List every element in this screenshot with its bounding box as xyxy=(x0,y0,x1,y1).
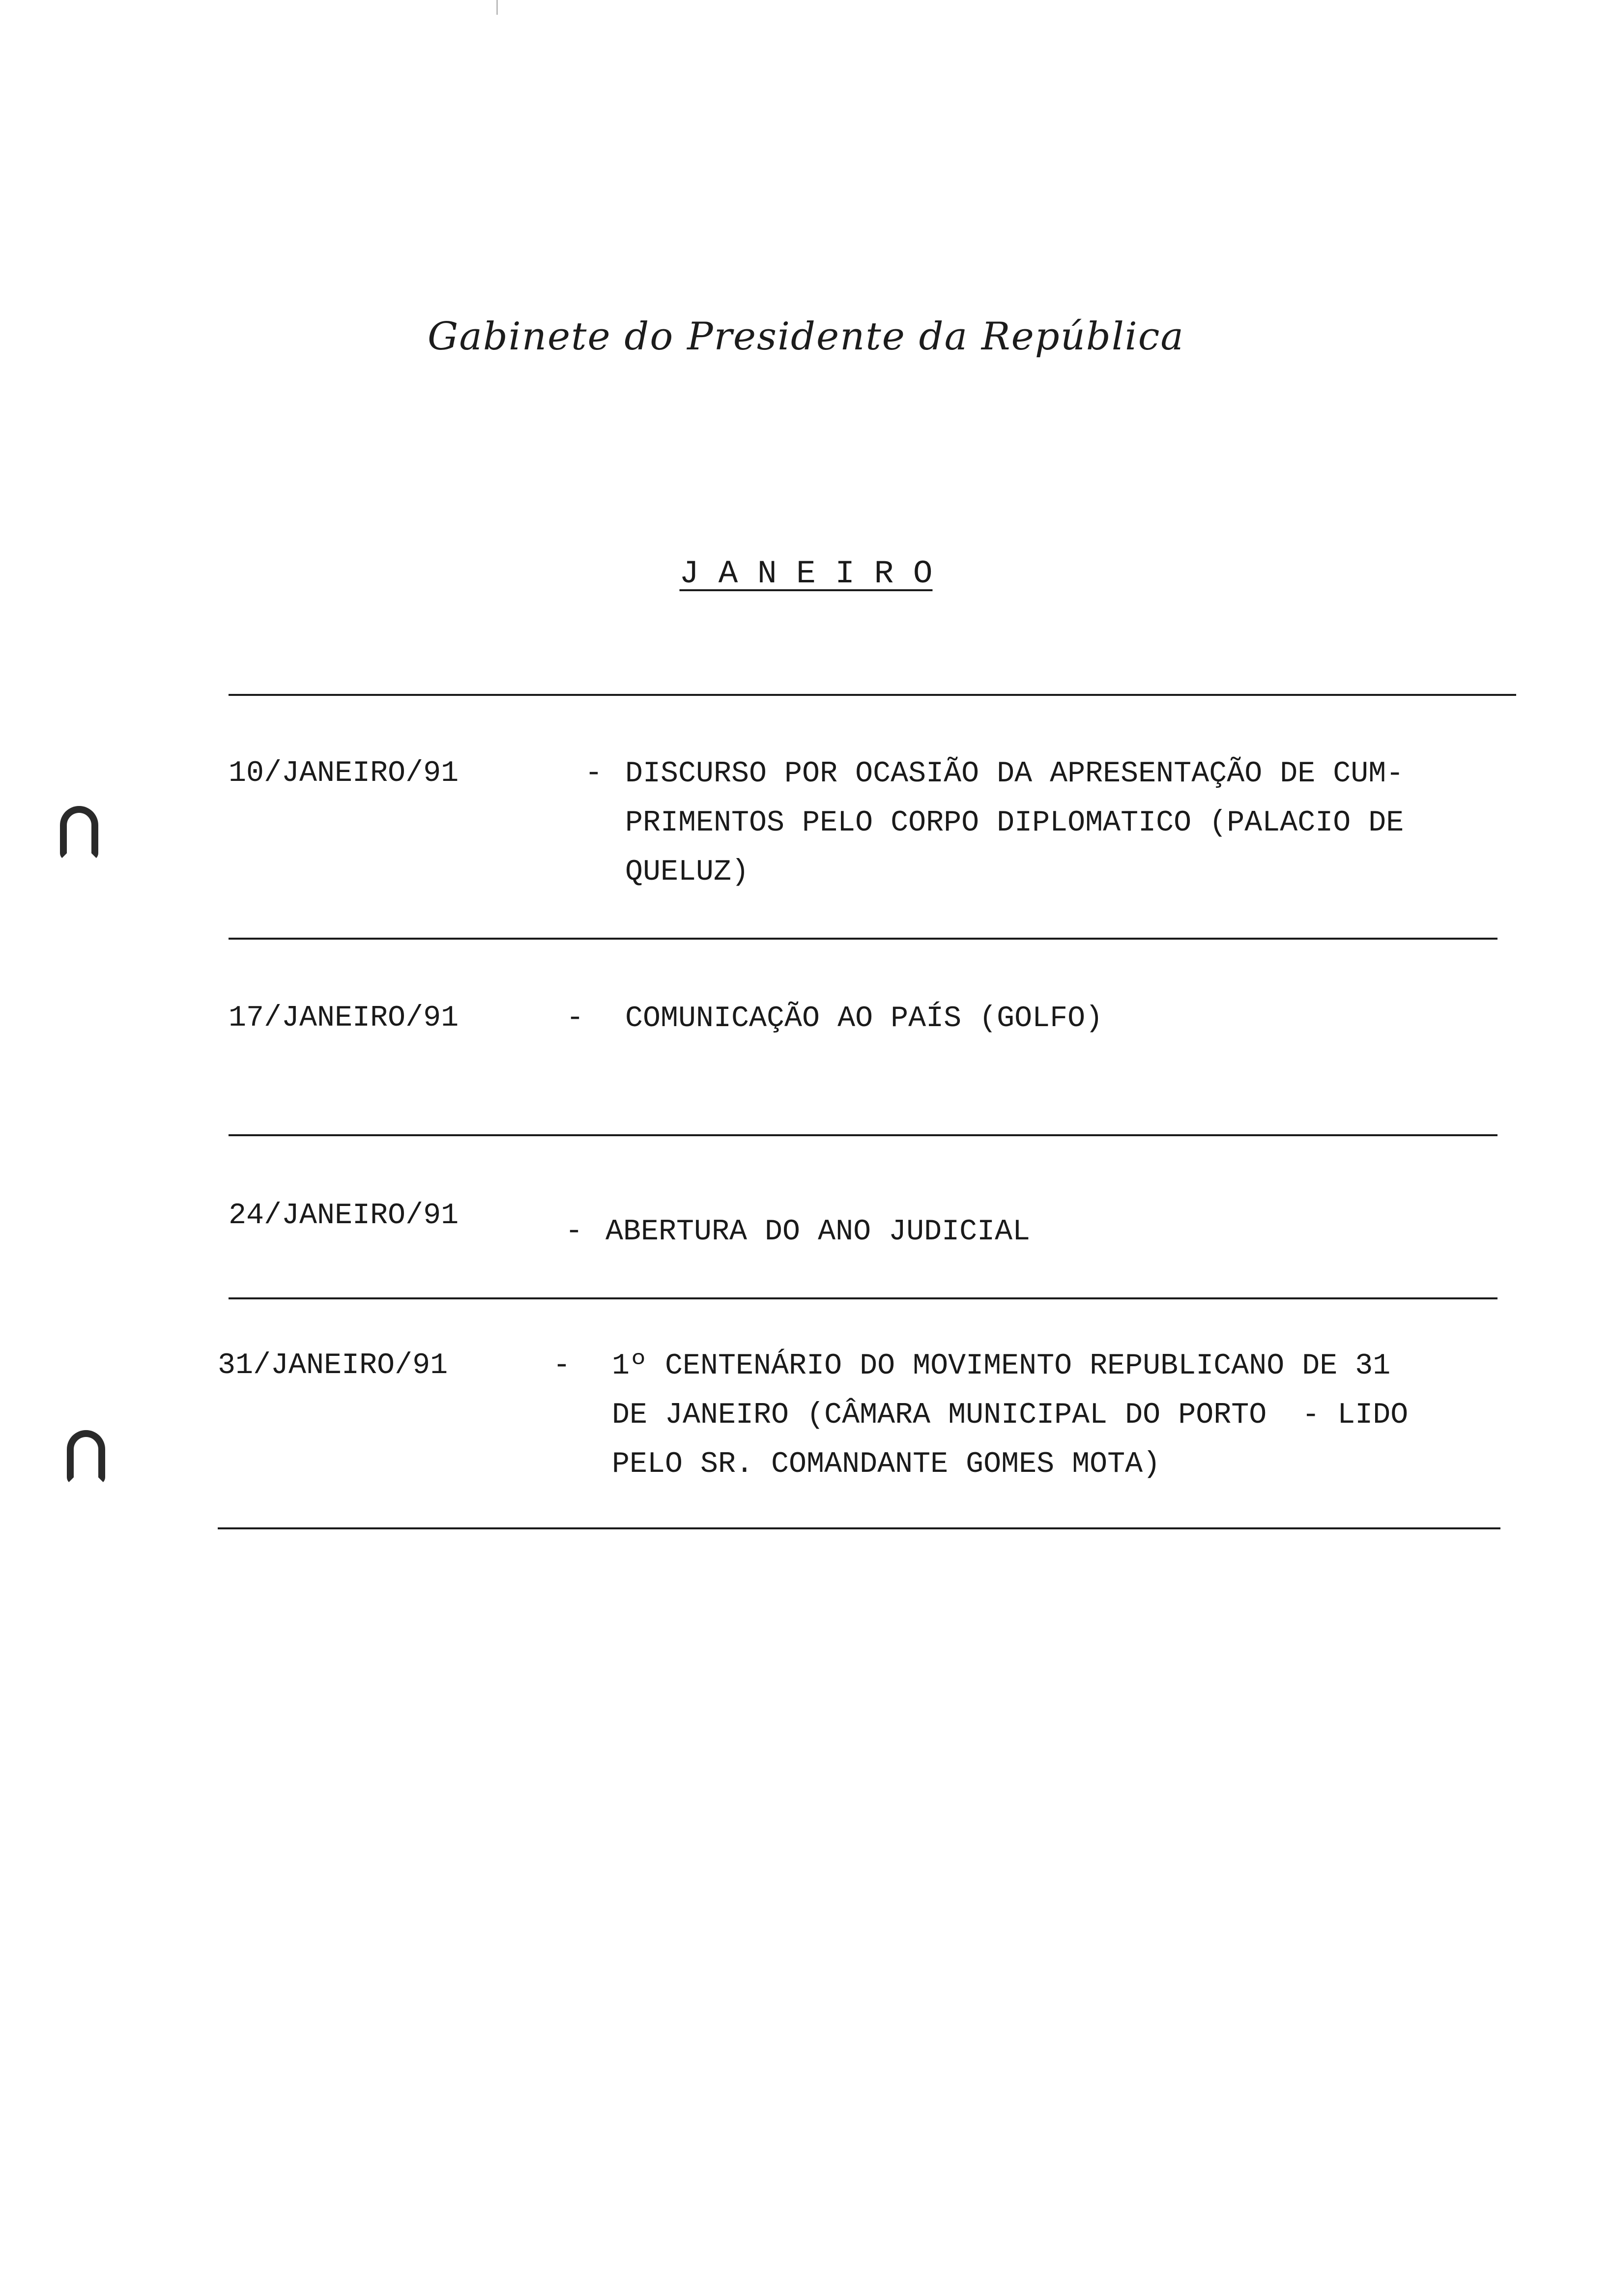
month-title xyxy=(0,555,1612,592)
entry-date: 17/JANEIRO/91 xyxy=(229,1002,459,1035)
entry-line: PELO SR. COMANDANTE GOMES MOTA) xyxy=(612,1448,1161,1481)
divider xyxy=(229,938,1497,940)
entry-line: COMUNICAÇÃO AO PAÍS (GOLFO) xyxy=(625,1002,1103,1035)
entry-line: 1º CENTENÁRIO DO MOVIMENTO REPUBLICANO DE 31 xyxy=(612,1349,1391,1383)
entry-line: ABERTURA DO ANO JUDICIAL xyxy=(605,1215,1031,1249)
entry-date: 31/JANEIRO/91 xyxy=(218,1349,448,1382)
punch-hole-bottom xyxy=(67,1430,105,1484)
entry-dash: - xyxy=(565,1215,583,1248)
entry-dash: - xyxy=(566,1002,584,1035)
entry-date: 24/JANEIRO/91 xyxy=(229,1199,459,1233)
scan-mark xyxy=(496,0,498,15)
month-title-text: J A N E I R O xyxy=(679,555,933,592)
divider xyxy=(229,1134,1497,1136)
divider xyxy=(229,1297,1497,1299)
entry-line: DE JANEIRO (CÂMARA MUNICIPAL DO PORTO - LIDO xyxy=(612,1399,1409,1432)
divider-top xyxy=(229,694,1516,696)
entry-date: 10/JANEIRO/91 xyxy=(229,757,459,790)
entry-dash: - xyxy=(585,757,603,790)
letterhead: Gabinete do Presidente da República xyxy=(428,315,1184,359)
entry-line: QUELUZ) xyxy=(625,856,749,889)
entry-dash: - xyxy=(553,1349,571,1382)
entry-line: PRIMENTOS PELO CORPO DIPLOMATICO (PALACIO DE xyxy=(625,806,1404,840)
divider-bottom xyxy=(218,1527,1500,1529)
punch-hole-top xyxy=(60,806,98,860)
entry-line: DISCURSO POR OCASIÃO DA APRESENTAÇÃO DE CUM- xyxy=(625,757,1404,791)
